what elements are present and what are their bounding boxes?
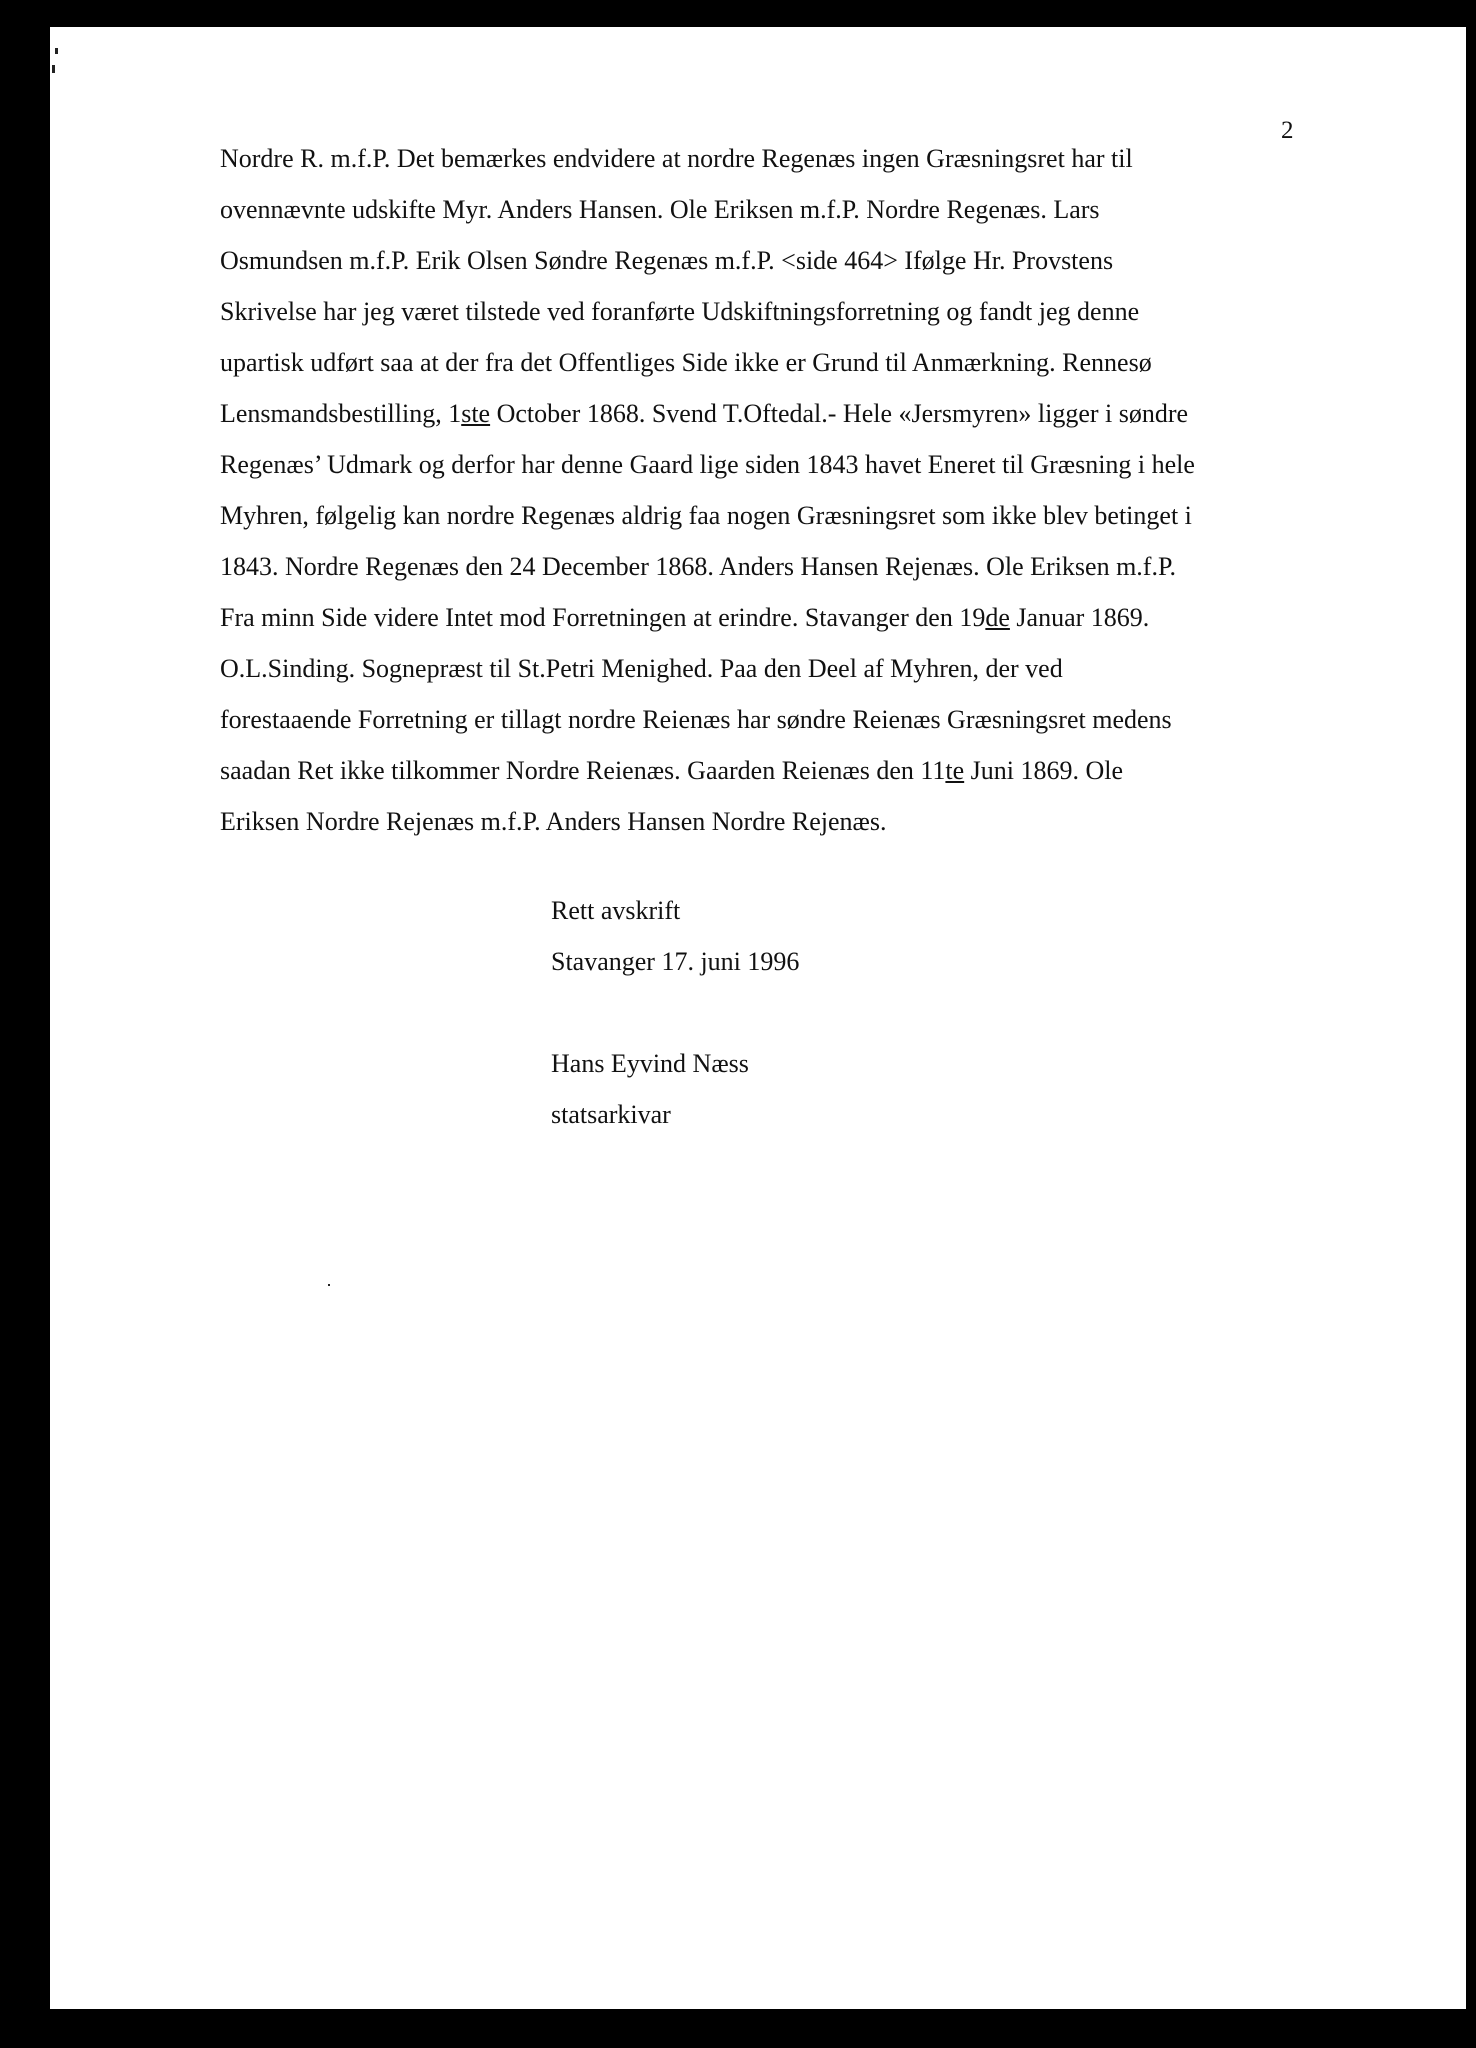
attestation-text: Rett avskrift [551, 896, 681, 925]
text-segment: Eriksen Nordre Rejenæs m.f.P. Anders Hansen Nordre Rejenæs. [220, 807, 887, 836]
text-segment: Januar 1869. [1009, 603, 1150, 632]
text-line [220, 592, 1340, 643]
signer-title: statsarkivar [551, 1100, 671, 1129]
text-line [220, 388, 1340, 439]
text-line [220, 643, 1340, 694]
text-line [220, 694, 1340, 745]
attestation-block [551, 885, 799, 1140]
document-page [50, 27, 1466, 2009]
page-number: 2 [1281, 117, 1294, 144]
text-line [220, 490, 1340, 541]
text-segment: Nordre R. m.f.P. Det bemærkes endvidere at nordre Regenæs ingen Græsningsret har til [220, 144, 1133, 173]
underlined-ordinal: te [945, 756, 965, 785]
text-line [220, 796, 1340, 847]
transcription-body [220, 133, 1340, 847]
text-line [220, 235, 1340, 286]
place-date: Stavanger 17. juni 1996 [551, 947, 800, 976]
text-line [220, 286, 1340, 337]
scan-speck [52, 65, 55, 73]
text-segment: 1843. Nordre Regenæs den 24 December 1868. Anders Hansen Rejenæs. Ole Eriksen m.f.P. [220, 552, 1177, 581]
text-segment: forestaaende Forretning er tillagt nordre Reienæs har søndre Reienæs Græsningsret medens [220, 705, 1172, 734]
signer-name: Hans Eyvind Næss [551, 1049, 749, 1078]
text-segment: Regenæs’ Udmark og derfor har denne Gaard lige siden 1843 havet Eneret til Græsning i hele [220, 450, 1195, 479]
text-segment: ovennævnte udskifte Myr. Anders Hansen. Ole Eriksen m.f.P. Nordre Regenæs. Lars [220, 195, 1100, 224]
text-segment: Osmundsen m.f.P. Erik Olsen Søndre Regenæs m.f.P. <side 464> Ifølge Hr. Provstens [220, 246, 1114, 275]
text-segment: Myhren, følgelig kan nordre Regenæs aldrig faa nogen Græsningsret som ikke blev betinget i [220, 501, 1192, 530]
text-segment: Juni 1869. Ole [964, 756, 1124, 785]
text-segment: Lensmandsbestilling, 1 [220, 399, 462, 428]
text-segment: upartisk udført saa at der fra det Offentliges Side ikke er Grund til Anmærkning. Rennesø [220, 348, 1152, 377]
text-segment: saadan Ret ikke tilkommer Nordre Reienæs. Gaarden Reienæs den 11 [220, 756, 946, 785]
text-segment: O.L.Sinding. Sognepræst til St.Petri Menighed. Paa den Deel af Myhren, der ved [220, 654, 1063, 683]
text-segment: Skrivelse har jeg været tilstede ved foranførte Udskiftningsforretning og fandt jeg denne [220, 297, 1140, 326]
text-line [220, 184, 1340, 235]
text-segment: Fra minn Side videre Intet mod Forretningen at erindre. Stavanger den 19 [220, 603, 986, 632]
text-segment: October 1868. Svend T.Oftedal.- Hele «Jersmyren» ligger i søndre [490, 399, 1189, 428]
text-line [220, 133, 1340, 184]
underlined-ordinal: de [985, 603, 1010, 632]
scan-speck [328, 1284, 330, 1286]
underlined-ordinal: ste [461, 399, 491, 428]
text-line [220, 745, 1340, 796]
scan-speck [55, 48, 58, 54]
spacer [551, 987, 799, 1038]
text-line [220, 541, 1340, 592]
text-line [220, 439, 1340, 490]
text-line [220, 337, 1340, 388]
